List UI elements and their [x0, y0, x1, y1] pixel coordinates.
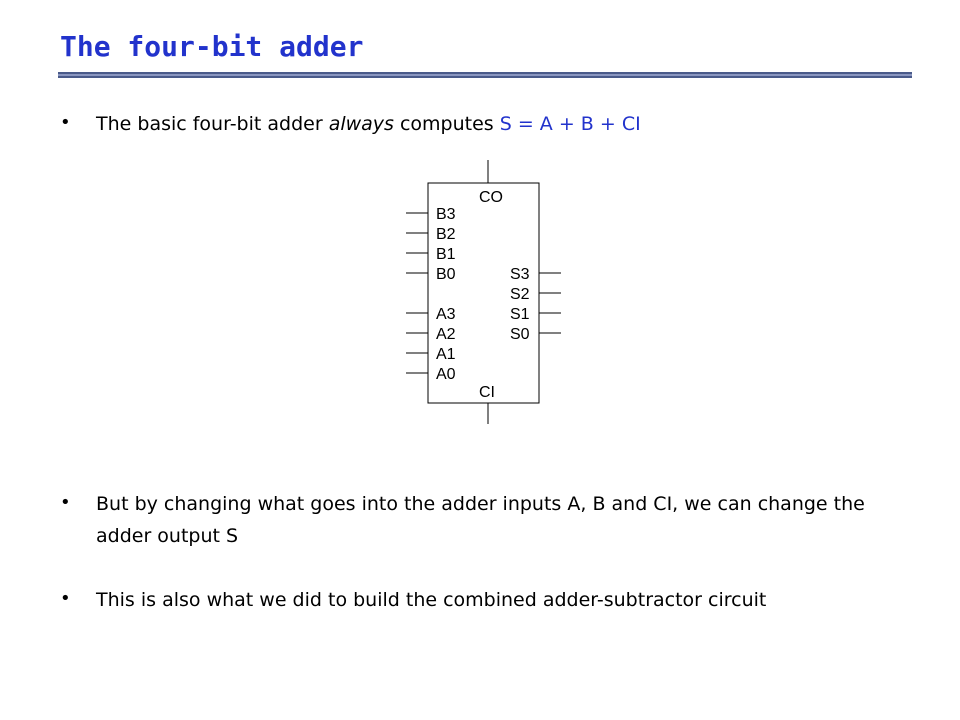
co-label: CO	[479, 189, 503, 206]
sum-formula: S = A + B + CI	[499, 113, 641, 135]
b2-label: B2	[436, 226, 456, 243]
page-title: The four-bit adder	[60, 30, 364, 63]
bullet-2: But by changing what goes into the adder inputs A, B and CI, we can change the adder output S	[96, 493, 865, 547]
s0-label: S0	[510, 326, 530, 343]
bullet-marker: •	[60, 588, 71, 609]
bullet-1-pre: The basic four-bit adder	[96, 113, 329, 135]
a0-label: A0	[436, 366, 456, 383]
b3-label: B3	[436, 206, 456, 223]
b0-label: B0	[436, 266, 456, 283]
s3-label: S3	[510, 266, 530, 283]
s2-label: S2	[510, 286, 530, 303]
bullet-marker: •	[60, 492, 71, 513]
bullet-1-emphasis: always	[328, 113, 394, 135]
ci-label: CI	[479, 384, 495, 401]
a3-label: A3	[436, 306, 456, 323]
a1-label: A1	[436, 346, 456, 363]
a2-label: A2	[436, 326, 456, 343]
b1-label: B1	[436, 246, 456, 263]
bullet-1-mid: computes	[393, 113, 500, 135]
s1-label: S1	[510, 306, 530, 323]
bullet-marker: •	[60, 112, 71, 133]
bullet-3: This is also what we did to build the combined adder-subtractor circuit	[96, 589, 767, 611]
